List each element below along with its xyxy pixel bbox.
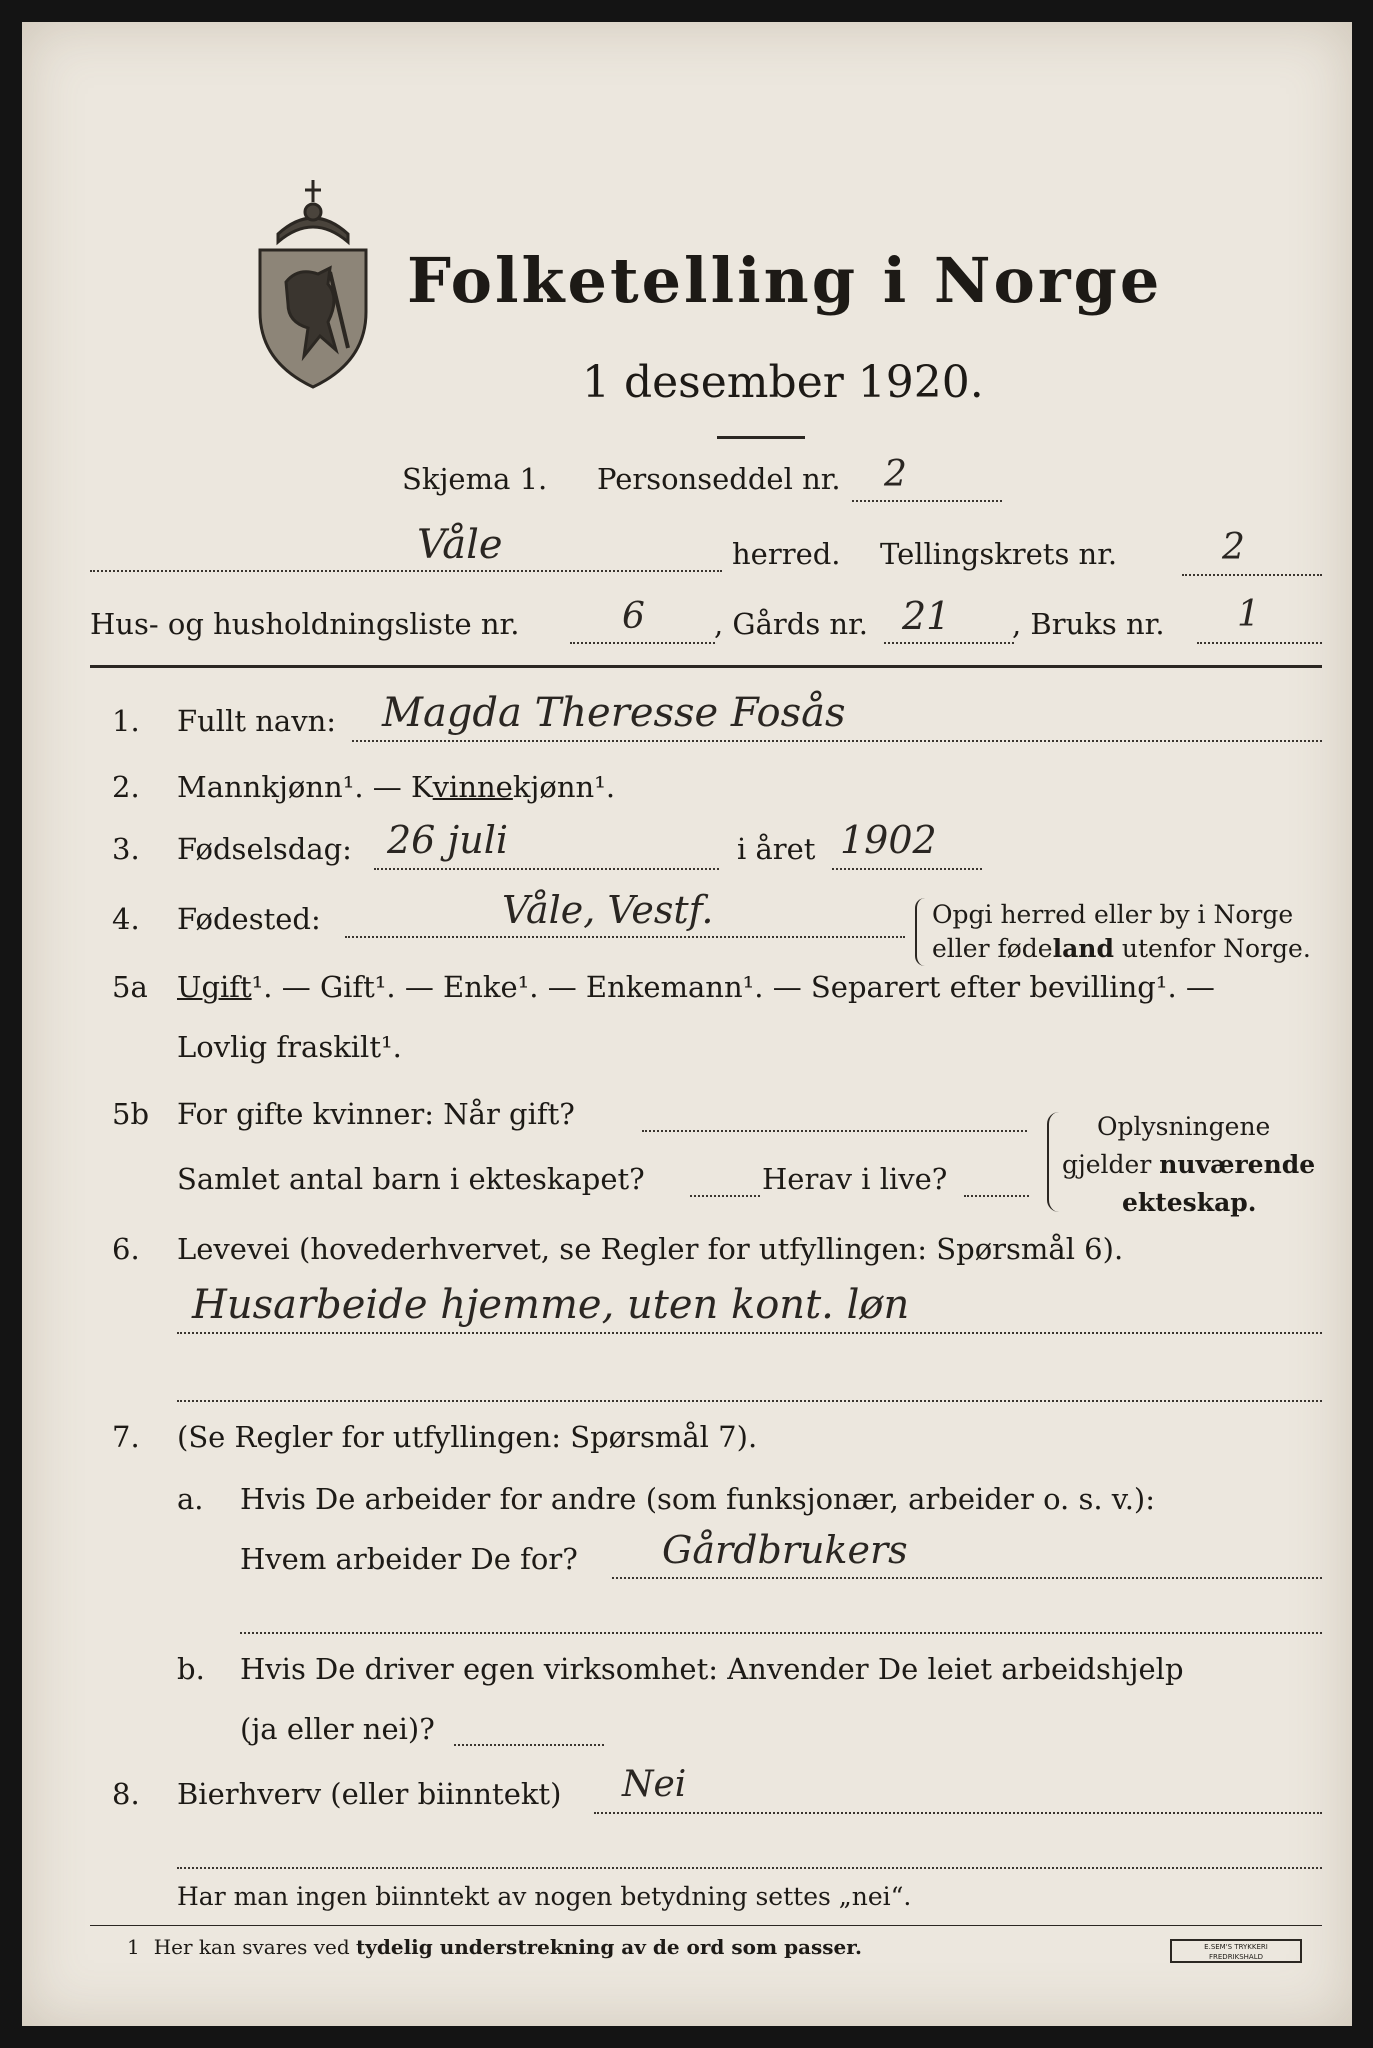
q6-label: Levevei (hovederhvervet, se Regler for utfyllingen: Spørsmål 6). (177, 1232, 1124, 1266)
q4-value: Våle, Vestf. (502, 888, 714, 932)
q3-number: 3. (112, 832, 140, 866)
q7a-label: Hvis De arbeider for andre (som funksjonær, arbeider o. s. v.): (240, 1482, 1156, 1516)
q7a-line1 (612, 1577, 1322, 1579)
gards-value: 21 (902, 594, 951, 638)
q5b-line1 (642, 1130, 1027, 1132)
q8-value: Nei (622, 1764, 687, 1805)
q7-label: (Se Regler for utfyllingen: Spørsmål 7). (177, 1420, 758, 1454)
q4-note-bold: land (1052, 934, 1114, 963)
q3-year-label: i året (737, 832, 816, 866)
q6-line2 (177, 1400, 1322, 1402)
tellingskrets-value: 2 (1222, 527, 1245, 568)
q3-line (374, 868, 719, 870)
q5b-brace (1047, 1112, 1059, 1212)
schema-label: Skjema 1. (402, 462, 548, 496)
q3-year-value: 1902 (840, 818, 937, 862)
q4-brace (915, 898, 925, 966)
q7a-value: Gårdbrukers (662, 1528, 908, 1572)
footnote-number: 1 (127, 1935, 140, 1959)
q7b-sub: (ja eller nei)? (240, 1712, 435, 1746)
q4-note-line1: Opgi herred eller by i Norge (932, 900, 1294, 929)
q6-number: 6. (112, 1232, 140, 1266)
bruks-label: , Bruks nr. (1012, 607, 1165, 641)
q4-label: Fødested: (177, 902, 321, 936)
norwegian-coat-of-arms-icon (248, 172, 378, 392)
herred-line (90, 570, 722, 572)
q8-number: 8. (112, 1777, 140, 1811)
title-divider (717, 436, 805, 439)
gards-label: , Gårds nr. (714, 607, 868, 641)
q5b-label2: Samlet antal barn i ekteskapet? (177, 1162, 645, 1196)
q5a-ugift-underlined: Ugift (177, 970, 252, 1004)
q8-label: Bierhverv (eller biinntekt) (177, 1777, 562, 1811)
q3-value: 26 juli (387, 818, 508, 862)
q4-line (345, 936, 905, 938)
q5b-note3: ekteskap. (1122, 1188, 1257, 1217)
q6-line1 (177, 1332, 1322, 1334)
tellingskrets-line (1182, 574, 1322, 576)
q4-note-c: utenfor Norge. (1113, 934, 1311, 963)
bruks-line (1197, 642, 1322, 644)
q6-value: Husarbeide hjemme, uten kont. løn (192, 1282, 910, 1328)
q7a-line2 (240, 1632, 1322, 1634)
footnote (127, 1935, 862, 1959)
personseddel-label: Personseddel nr. (597, 462, 841, 496)
q5a-line2: Lovlig fraskilt¹. (177, 1030, 402, 1064)
q2-text-c: kjønn¹. (512, 770, 616, 804)
q1-number: 1. (112, 704, 140, 738)
q7b-number: b. (177, 1652, 205, 1686)
q1-line (352, 740, 1322, 742)
q5b-note2-a: gjelder (1062, 1150, 1160, 1179)
hus-line (570, 642, 715, 644)
census-form-page (22, 22, 1352, 2026)
q7-number: 7. (112, 1420, 140, 1454)
printer-line2: FREDRIKSHALD (1208, 1953, 1263, 1961)
q5b-note2-bold: nuværende (1159, 1150, 1316, 1179)
q4-note-line2 (932, 934, 1311, 963)
q4-note-a: eller føde (932, 934, 1053, 963)
q5b-label1: For gifte kvinner: Når gift? (177, 1097, 575, 1131)
q8-line1 (594, 1812, 1322, 1814)
q2-number: 2. (112, 770, 140, 804)
q5a-number: 5a (112, 970, 148, 1004)
footer-note: Har man ingen biinntekt av nogen betydning settes „nei“. (177, 1882, 912, 1911)
header-divider (90, 665, 1322, 668)
bruks-value: 1 (1237, 594, 1260, 635)
q2-text-underlined: vinne (432, 770, 513, 804)
printer-stamp (1170, 1939, 1302, 1963)
gards-line (884, 642, 1014, 644)
herred-label: herred. (732, 537, 841, 571)
hus-label: Hus- og husholdningsliste nr. (90, 607, 520, 641)
q3-label: Fødselsdag: (177, 832, 352, 866)
census-date: 1 desember 1920. (582, 357, 984, 408)
tellingskrets-label: Tellingskrets nr. (880, 537, 1118, 571)
q5b-note2 (1062, 1150, 1315, 1179)
herred-value: Våle (417, 522, 503, 568)
hus-value: 6 (622, 596, 645, 637)
q1-value: Magda Theresse Fosås (382, 690, 846, 736)
q5a-marital-options (177, 970, 1215, 1004)
q5b-note1: Oplysningene (1097, 1112, 1271, 1141)
q7a-sub: Hvem arbeider De for? (240, 1542, 578, 1576)
form-title: Folketelling i Norge (407, 244, 1163, 317)
q7b-label: Hvis De driver egen virksomhet: Anvender De leiet arbeidshjelp (240, 1652, 1184, 1686)
q2-text-a: Mannkjønn¹. — K (177, 770, 433, 804)
footnote-bold: tydelig understrekning av de ord som passer. (356, 1935, 862, 1959)
q3-year-line (832, 868, 982, 870)
footnote-text: Her kan svares ved (153, 1935, 357, 1959)
q1-label: Fullt navn: (177, 704, 337, 738)
personseddel-value: 2 (884, 454, 907, 495)
q2-gender-options (177, 770, 615, 804)
q5b-number: 5b (112, 1097, 150, 1131)
q5a-rest: ¹. — Gift¹. — Enke¹. — Enkemann¹. — Separert efter bevilling¹. — (251, 970, 1215, 1004)
personseddel-line (852, 500, 1002, 502)
q8-line2 (177, 1867, 1322, 1869)
printer-line1: E.SEM'S TRYKKERI (1204, 1943, 1268, 1951)
q5b-label3: Herav i live? (762, 1162, 948, 1196)
q5b-line2 (690, 1195, 760, 1197)
footnote-divider (90, 1925, 1322, 1926)
q7a-number: a. (177, 1482, 204, 1516)
q5b-line3 (964, 1195, 1029, 1197)
q4-number: 4. (112, 902, 140, 936)
q7b-line (454, 1744, 604, 1746)
